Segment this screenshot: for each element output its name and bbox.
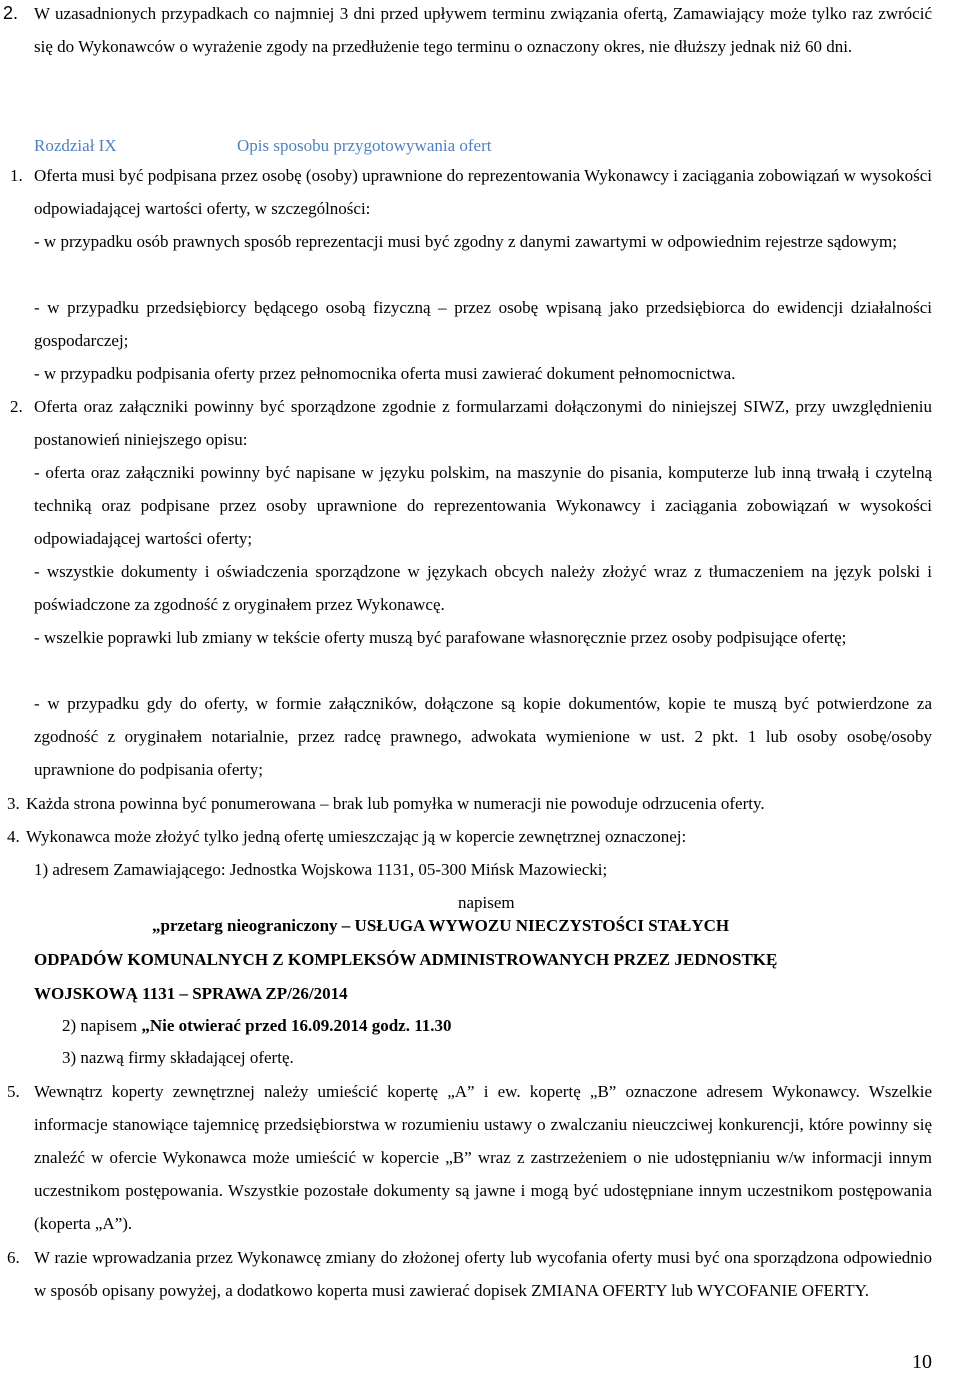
section-number: 6. [7,1248,20,1267]
section-1-bullet: - w przypadku podpisania oferty przez pełnomocnika oferta musi zawierać dokument pełnomocnictwa. [34,364,736,383]
envelope-title-line: ODPADÓW KOMUNALNYCH Z KOMPLEKSÓW ADMINISTROWANYCH PRZEZ JEDNOSTKĘ [34,950,778,969]
section-5-text: Wewnątrz koperty zewnętrznej należy umieścić kopertę „A” i ew. kopertę „B” oznaczone adresem Wykonawcy. Wszelkie informacje stanowiące tajemnicę przedsiębiorstwa w rozumieniu ustawy o zwalczaniu nieuczciwej konkurencji, które powinny się znaleźć w ofercie Wykonawca może umieścić w kopercie „B” wraz z zastrzeżeniem o nie udostępnianiu w/w informacji innym uczestnikom postępowania. Wszystkie pozostałe dokumenty są jawne i mogą być udostępniane innym uczestnikom postępowania (koperta „A”). [34,1082,932,1233]
section-2-bullet: - wszelkie poprawki lub zmiany w tekście oferty muszą być parafowane własnoręcznie przez osoby podpisujące ofertę; [34,628,847,647]
section-1-bullet: - w przypadku osób prawnych sposób reprezentacji musi być zgodny z danymi zawartymi w odpowiednim rejestrze sądowym; [34,232,897,251]
section-4-text: Wykonawca może złożyć tylko jedną ofertę umieszczając ją w kopercie zewnętrznej oznaczonej: [26,827,687,846]
section-number: 5. [7,1082,20,1101]
napisem-label: napisem [458,893,515,912]
section-number: 4. [7,827,20,846]
section-2-bullet: - wszystkie dokumenty i oświadczenia sporządzone w językach obcych należy złożyć wraz z tłumaczeniem na język polski i poświadczone za zgodność z oryginałem przez Wykonawcę. [34,562,932,614]
section-1-intro: Oferta musi być podpisana przez osobę (osoby) uprawnione do reprezentowania Wykonawcy i zaciągania zobowiązań w wysokości odpowiadającej wartości oferty, w szczególności: [34,166,932,218]
paragraph-item-2: W uzasadnionych przypadkach co najmniej 3 dni przed upływem terminu związania ofertą, Zamawiający może tylko raz zwrócić się do Wykonawców o wyrażenie zgody na przedłużenie tego terminu o oznaczony okres, nie dłuższy jednak niż 60 dni. [34,4,932,56]
item-number: 2. [3,3,19,23]
company-name-line: 3) nazwą firmy składającej ofertę. [62,1048,294,1067]
section-number: 2. [10,397,23,416]
section-2-bullet: - w przypadku gdy do oferty, w formie załączników, dołączone są kopie dokumentów, kopie te muszą być potwierdzone za zgodność z oryginałem notarialnie, przez radcę prawnego, adwokata wymienione w ust. 2 pkt. 1 lub osoby osobę/osoby uprawnione do podpisania oferty; [34,694,932,779]
open-date-value: „Nie otwierać przed 16.09.2014 godz. 11.30 [141,1016,452,1035]
section-number: 3. [7,794,20,813]
page-number: 10 [912,1351,932,1373]
section-6-text: W razie wprowadzania przez Wykonawcę zmiany do złożonej oferty lub wycofania oferty musi być ona sporządzona odpowiednio w sposób opisany powyżej, a dodatkowo koperta musi zawierać dopisek ZMIANA OFERTY lub WYCOFANIE OFERTY. [34,1248,932,1300]
section-2-bullet: - oferta oraz załączniki powinny być napisane w języku polskim, na maszynie do pisania, komputerze lub inną trwałą i czytelną techniką oraz podpisane przez osoby uprawnione do reprezentowania Wykonawcy i zaciągania zobowiązań w wysokości odpowiadającej wartości oferty; [34,463,932,548]
chapter-label: Rozdział IX [34,136,117,155]
section-1-bullet: - w przypadku przedsiębiorcy będącego osobą fizyczną – przez osobę wpisaną jako przedsiębiorca do ewidencji działalności gospodarczej; [34,298,932,350]
envelope-title-line: „przetarg nieograniczony – USŁUGA WYWOZU NIECZYSTOŚCI STAŁYCH [152,916,730,935]
section-2-intro: Oferta oraz załączniki powinny być sporządzone zgodnie z formularzami dołączonymi do niniejszej SIWZ, przy uwzględnieniu postanowień niniejszego opisu: [34,397,932,449]
address-line: 1) adresem Zamawiającego: Jednostka Wojskowa 1131, 05-300 Mińsk Mazowiecki; [34,860,608,879]
open-date-prefix: 2) napisem [62,1016,142,1035]
envelope-title-line: WOJSKOWĄ 1131 – SPRAWA ZP/26/2014 [34,984,348,1003]
chapter-title: Opis sposobu przygotowywania ofert [237,136,492,155]
section-3-text: Każda strona powinna być ponumerowana – brak lub pomyłka w numeracji nie powoduje odrzucenia oferty. [26,794,765,813]
section-number: 1. [10,166,23,185]
open-date-line [62,1009,452,1042]
